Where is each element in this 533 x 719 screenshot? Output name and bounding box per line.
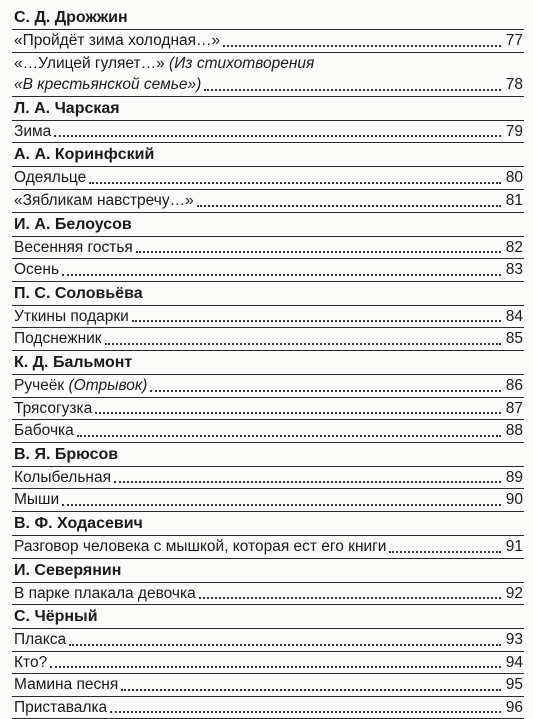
entry-title: Разговор человека с мышкой, которая ест его книги: [14, 537, 387, 555]
dot-leader: [199, 597, 501, 599]
entry-title: Уткины подарки: [14, 307, 129, 325]
entry-title: В парке плакала девочка: [14, 584, 196, 602]
page-number: 91: [505, 537, 523, 555]
entry-note: (Отрывок): [64, 376, 148, 394]
page-number: 90: [505, 491, 523, 509]
toc-entry[interactable]: [12, 489, 524, 512]
page-number: 84: [505, 307, 523, 325]
toc-entry[interactable]: [12, 259, 524, 282]
dot-leader: [105, 343, 501, 345]
author-heading: А. А. Коринфский: [12, 144, 524, 167]
page-number: 85: [505, 330, 523, 348]
author-heading: Л. А. Чарская: [12, 98, 524, 121]
entry-note: (Из стихотворения: [164, 54, 315, 72]
dot-leader: [389, 551, 501, 553]
entry-title: «Зябликам навстречу…»: [14, 191, 194, 209]
toc-entry[interactable]: [12, 30, 524, 53]
toc-entry[interactable]: [12, 190, 524, 213]
author-heading: С. Д. Дрожжин: [12, 7, 524, 30]
toc-entry[interactable]: [12, 467, 524, 490]
entry-title: Осень: [14, 261, 60, 279]
toc-entry[interactable]: [12, 629, 524, 652]
page-number: 92: [505, 584, 523, 602]
dot-leader: [197, 205, 501, 207]
dot-leader: [223, 45, 501, 47]
dot-leader: [95, 412, 501, 414]
page-number: 77: [505, 32, 523, 49]
page-number: 78: [505, 76, 523, 94]
dot-leader: [62, 274, 501, 276]
page-number: 86: [505, 376, 523, 394]
entry-note-continued: «В крестьянской семье»): [14, 76, 202, 94]
entry-title: Ручеёк: [14, 376, 65, 394]
toc-entry[interactable]: [12, 53, 524, 97]
page-number: 81: [505, 191, 523, 209]
author-heading: П. С. Соловьёва: [12, 283, 524, 306]
author-heading: К. Д. Бальмонт: [12, 352, 524, 375]
toc-entry[interactable]: [12, 306, 524, 329]
page-number: 82: [505, 238, 523, 256]
entry-title: Подснежник: [14, 330, 102, 348]
entry-title: Трясогузка: [14, 399, 93, 417]
entry-title: «Пройдёт зима холодная…»: [14, 32, 221, 49]
author-heading: И. А. Белоусов: [12, 214, 524, 237]
dot-leader: [89, 182, 501, 184]
dot-leader: [132, 320, 501, 322]
dot-leader: [136, 251, 501, 253]
author-heading: С. Чёрный: [12, 606, 524, 629]
entry-title: Кто?: [14, 653, 48, 671]
dot-leader: [114, 481, 501, 483]
page-number: 94: [505, 653, 523, 671]
entry-title: Приставалка: [14, 698, 108, 716]
dot-leader: [50, 666, 501, 668]
author-heading: В. Ф. Ходасевич: [12, 513, 524, 536]
toc-entry[interactable]: [12, 328, 524, 351]
entry-title: Бабочка: [14, 422, 74, 440]
page-number: 88: [505, 422, 523, 440]
toc-entry[interactable]: [12, 583, 524, 606]
toc-entry[interactable]: [12, 167, 524, 190]
toc-entry[interactable]: [12, 652, 524, 675]
dot-leader: [110, 711, 501, 713]
toc-entry[interactable]: [12, 536, 524, 559]
toc-entry[interactable]: [12, 375, 524, 398]
entry-title: Весенняя гостья: [14, 238, 133, 256]
toc-entry[interactable]: [12, 674, 524, 697]
dot-leader: [77, 435, 501, 437]
toc-entry[interactable]: [12, 420, 524, 443]
page-number: 93: [505, 631, 523, 649]
toc-entry[interactable]: [12, 398, 524, 421]
entry-title: Колыбельная: [14, 468, 111, 486]
entry-title: Одеяльце: [14, 169, 87, 187]
dot-leader: [54, 135, 501, 137]
entry-title: «…Улицей гуляет…»: [14, 54, 165, 72]
entry-title: Зима: [14, 122, 52, 140]
page-number: 83: [505, 261, 523, 279]
dot-leader: [121, 689, 501, 691]
dot-leader: [150, 390, 501, 392]
entry-title: Мамина песня: [14, 676, 119, 694]
toc-entry[interactable]: [12, 697, 524, 719]
page-number: 87: [505, 399, 523, 417]
page-number: 95: [505, 676, 523, 694]
page-number: 89: [505, 468, 523, 486]
author-heading: В. Я. Брюсов: [12, 444, 524, 467]
dot-leader: [69, 644, 501, 646]
dot-leader: [62, 504, 501, 506]
page-number: 96: [505, 698, 523, 716]
page-number: 80: [505, 169, 523, 187]
author-heading: И. Северянин: [12, 560, 524, 583]
entry-title: Плакса: [14, 631, 67, 649]
toc-entry[interactable]: [12, 121, 524, 144]
dot-leader: [204, 89, 501, 91]
page-number: 79: [505, 122, 523, 140]
table-of-contents: [12, 6, 524, 719]
toc-entry[interactable]: [12, 237, 524, 260]
entry-title: Мыши: [14, 491, 60, 509]
